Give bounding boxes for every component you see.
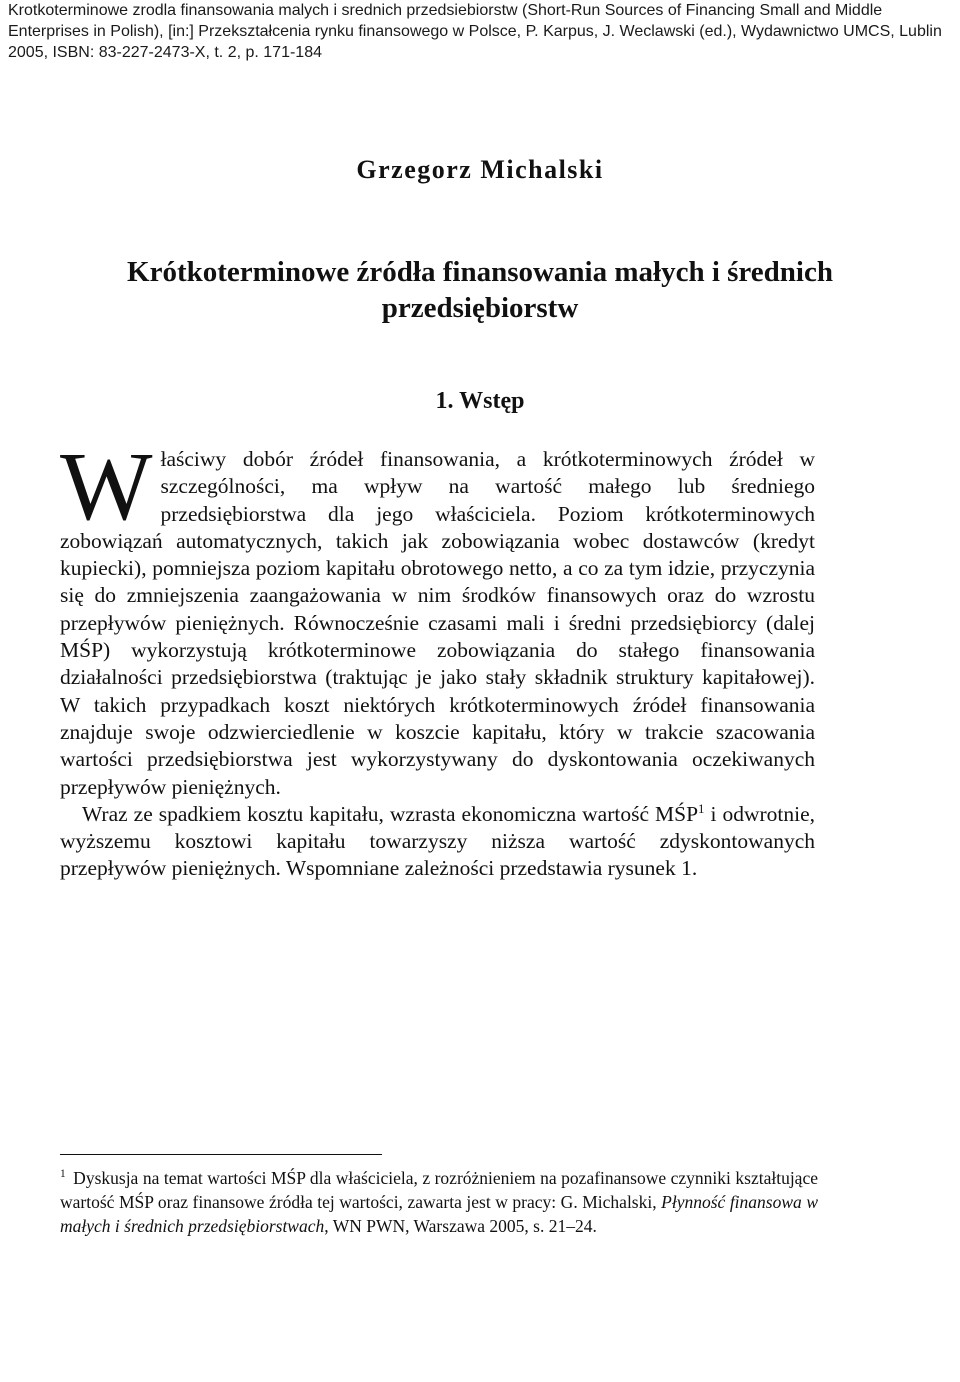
paragraph-1-text: łaściwy dobór źródeł finansowania, a krótkoterminowych źródeł w szczególności, ma wpływ na wartość małego lub średniego przedsiębiorstwa dla jego właściciela. Poziom krótkoterminowych zobowiązań automatycznych, takich jak zobowiązania wobec dostawców (kredyt kupiecki), pomniejsza poziom kapitału obrotowego netto, a co za tym idzie, przyczynia się do zmniejszenia zaangażowania w nim środków finansowych oraz do wzrostu przepływów pieniężnych. Równocześnie czasami mali i średni przedsiębiorcy (dalej MŚP) wykorzystują krótkoterminowe zobowiązania do stałego finansowania działalności przedsiębiorstwa (traktując je jako stały składnik struktury kapitałowej). W takich przypadkach koszt niektórych krótkoterminowych źródeł finansowania znajduje swoje odzwierciedlenie w koszcie kapitału, który w trakcie szacowania wartości przedsiębiorstwa jest wykorzystywany do dyskontowania oczekiwanych przepływów pieniężnych. [60,447,815,799]
paper-title-text: Krótkoterminowe źródła finansowania małych i średnich przedsiębiorstw [127,256,833,324]
paper-title [0,254,960,326]
footnote-text-end: , WN PWN, Warszawa 2005, s. 21–24. [324,1216,597,1236]
footnote-text-start: Dyskusja na temat wartości MŚP dla właściciela, z rozróżnieniem na pozafinansowe czynniki kształtujące wartość MŚP oraz finansowe źródła tej wartości, zawarta jest w pracy: G. Michalski, [60,1168,818,1212]
footnote-book-title: Płynność finansowa w małych i średnich przedsiębiorstwach [60,1192,818,1236]
author-name: Grzegorz Michalski [356,155,604,184]
body-text [60,433,815,883]
paragraph-2 [60,801,815,883]
paragraph-1 [60,433,815,801]
footnote [60,1166,818,1238]
citation-header: Krotkoterminowe zrodla finansowania malych i srednich przedsiebiorstw (Short-Run Sources of Financing Small and Middle Enterprises in Polish), [in:] Przekształcenia rynku finansowego w Polsce, P. Karpus, J. Weclawski (ed.), Wydawnictwo UMCS, Lublin 2005, ISBN: 83-227-2473-X, t. 2, p. 171-184 [8,2,942,61]
footnote-marker: 1 [60,1168,66,1181]
paragraph-2-start: Wraz ze spadkiem kosztu kapitału, wzrasta ekonomiczna wartość MŚP [82,801,699,826]
paragraph-2-end: i odwrotnie, wyższemu kosztowi kapitału towarzyszy niższa wartość zdyskontowanych przepływów pieniężnych. Wspomniane zależności przedstawia rysunek 1. [60,801,815,881]
footnote-divider [60,1154,382,1155]
footnote-ref: 1 [698,801,705,816]
section-heading: 1. Wstęp [435,388,525,414]
drop-cap: W [60,433,153,541]
